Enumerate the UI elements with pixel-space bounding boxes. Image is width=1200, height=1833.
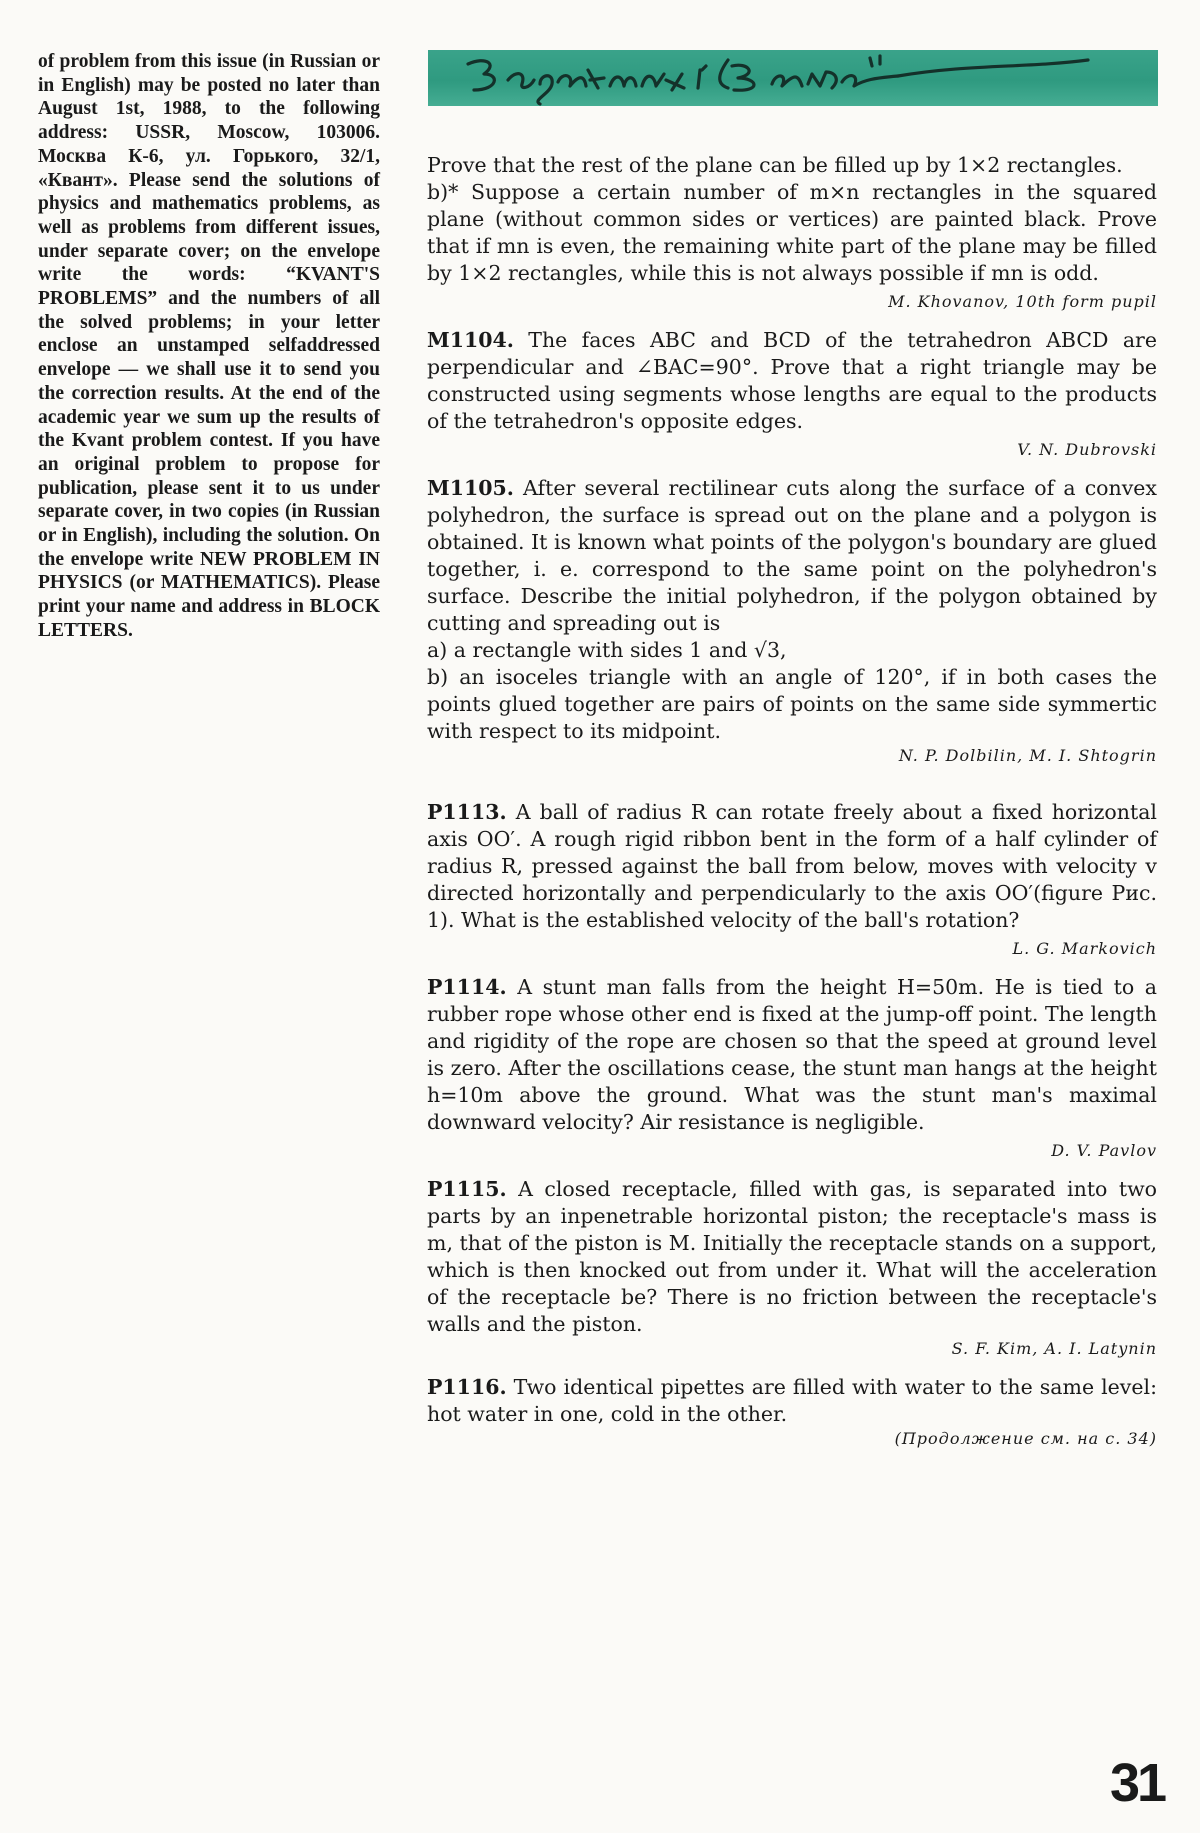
problem-p1114 xyxy=(427,974,1157,1136)
problem-p1115 xyxy=(427,1176,1157,1338)
problem-p1116 xyxy=(427,1374,1157,1428)
problems-column xyxy=(427,152,1157,1450)
problem-text: A stunt man falls from the height H=50m. He is tied to a rubber rope whose other end is fixed at the jump-off point. The length and rigidity of the rope are chosen so that the speed at ground level is zero. After the oscillations cease, the stunt man hangs at the height h=10m above the ground. What was the stunt man's maximal downward velocity? Air resistance is negligible. xyxy=(427,975,1157,1134)
problem-number: P1115. xyxy=(427,1177,507,1201)
instructions-column xyxy=(38,50,380,643)
problem-m1104 xyxy=(427,327,1157,435)
p1115-author: S. F. Kim, A. I. Latynin xyxy=(951,1339,1157,1358)
page-number: 31 xyxy=(1110,1753,1165,1813)
problem-text: The faces ABC and BCD of the tetrahedron ABCD are perpendicular and ∠BAC=90°. Prove that a right triangle may be constructed using segments whose lengths are equal to the products of the tetrahedron's opposite edges. xyxy=(427,328,1157,433)
problem-text: A ball of radius R can rotate freely about a fixed horizontal axis OO′. A rough rigid ribbon bent in the form of a half cylinder of radius R, pressed against the ball from below, moves with velocity v directed horizontally and perpendicularly to the axis OO′(figure Рис. 1). What is the established velocity of the ball's rotation? xyxy=(427,800,1157,932)
p1113-author: L. G. Markovich xyxy=(1012,939,1157,958)
m1103-continuation-a: Prove that the rest of the plane can be filled up by 1×2 rectangles. xyxy=(427,153,1123,177)
m1105-item-b: b) an isoceles triangle with an angle of 120°, if in both cases the points glued together are pairs of points on the same side symmertic with respect to its midpoint. xyxy=(427,665,1157,743)
problem-number: M1105. xyxy=(427,476,514,500)
instructions-text: of problem from this issue (in Russian or in English) may be posted no later than August 1st, 1988, to the following address: USSR, Moscow, 103006. Москва К-6, ул. Горького, 32/1, «Квант». Please send the solutions of physics and mathematics problems, as well as problems from different issues, under separate cover; on the envelope write the words: “KVANT'S PROBLEMS” and the numbers of all the solved problems; in your letter enclose an unstamped selfaddressed envelope — we shall use it to send you the correction results. At the end of the academic year we sum up the results of the Kvant problem contest. If you have an original problem to propose for publication, please sent it to us under separate cover, in two copies (in Russian or in English), including the solution. On the envelope write NEW PROBLEM IN PHYSICS (or MATHEMATICS). Please print your name and address in BLOCK LETTERS. xyxy=(38,51,380,641)
problem-number: P1114. xyxy=(427,975,507,999)
problem-p1113 xyxy=(427,799,1157,934)
m1105-author: N. P. Dolbilin, M. I. Shtogrin xyxy=(898,746,1157,765)
m1104-author: V. N. Dubrovski xyxy=(1017,440,1157,459)
continued-note: (Продолжение см. на с. 34) xyxy=(894,1429,1157,1448)
problem-m1105 xyxy=(427,475,1157,637)
problem-number: P1116. xyxy=(427,1375,507,1399)
banner-handwritten-title xyxy=(428,50,1158,106)
problem-text: A closed receptacle, filled with gas, is separated into two parts by an inpenetrable horizontal piston; the receptacle's mass is m, that of the piston is M. Initially the receptacle stands on a support, which is then knocked out from under it. What will the acceleration of the receptacle be? There is no friction between the receptacle's walls and the piston. xyxy=(427,1177,1157,1336)
m1103-author: M. Khovanov, 10th form pupil xyxy=(888,292,1157,311)
m1103-continuation-b: b)* Suppose a certain number of m×n rectangles in the squared plane (without common sides or vertices) are painted black. Prove that if mn is even, the remaining white part of the plane may be filled by 1×2 rectangles, while this is not always possible if mn is odd. xyxy=(427,180,1157,285)
m1105-item-a: a) a rectangle with sides 1 and √3, xyxy=(427,638,787,662)
p1114-author: D. V. Pavlov xyxy=(1051,1141,1157,1160)
problem-number: M1104. xyxy=(427,328,514,352)
section-banner xyxy=(428,50,1158,106)
problem-text: Two identical pipettes are filled with water to the same level: hot water in one, cold in the other. xyxy=(427,1375,1157,1426)
problem-text: After several rectilinear cuts along the surface of a convex polyhedron, the surface is spread out on the plane and a polygon is obtained. It is known what points of the polygon's boundary are glued together, i. e. correspond to the same point on the polyhedron's surface. Describe the initial polyhedron, if the polygon obtained by cutting and spreading out is xyxy=(427,476,1157,635)
problem-number: P1113. xyxy=(427,800,507,824)
